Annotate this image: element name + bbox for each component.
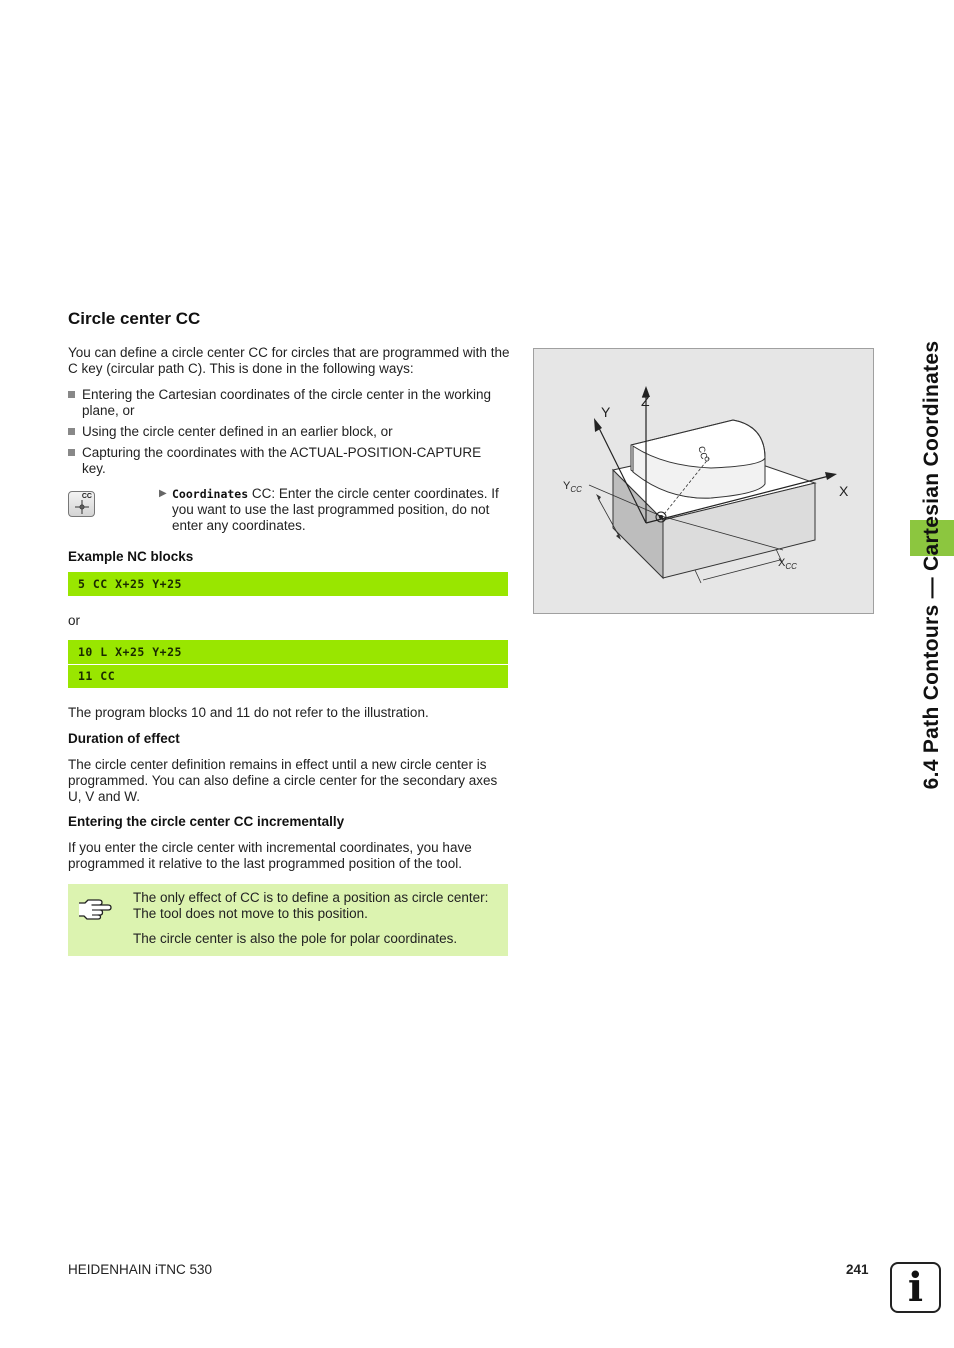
list-item: Using the circle center defined in an earlier block, or xyxy=(68,424,508,440)
circle-center-illustration xyxy=(533,348,874,614)
axis-x-label: X xyxy=(839,483,849,499)
list-item: Entering the Cartesian coordinates of the circle center in the working plane, or xyxy=(68,387,508,419)
axis-y-label: Y xyxy=(601,404,611,420)
nc-block: 10 L X+25 Y+25 xyxy=(68,640,508,664)
bullet-square-icon xyxy=(68,391,75,398)
note-line-2: The circle center is also the pole for polar coordinates. xyxy=(133,931,458,946)
incremental-paragraph: If you enter the circle center with incremental coordinates, you have programmed it relative to the last programmed position of the tool. xyxy=(68,840,472,871)
intro-paragraph: You can define a circle center CC for circles that are programmed with the C key (circular path C). This is done in the following ways: xyxy=(68,345,510,376)
example-note: The program blocks 10 and 11 do not refer to the illustration. xyxy=(68,705,429,720)
info-icon: i xyxy=(890,1262,941,1313)
nc-block: 11 CC xyxy=(68,665,508,688)
section-title: Circle center CC xyxy=(68,309,201,328)
note-line-1: The only effect of CC is to define a position as circle center: The tool does not move to this position. xyxy=(133,890,489,921)
ycc-label: $Y_{CC}$ xyxy=(563,480,582,495)
duration-paragraph: The circle center definition remains in effect until a new circle center is programmed. You can also define a circle center for the secondary axes U, V and W. xyxy=(68,757,498,804)
footer-product: HEIDENHAIN iTNC 530 xyxy=(68,1262,213,1277)
example-heading: Example NC blocks xyxy=(68,549,194,564)
cc-key-icon xyxy=(68,491,95,517)
triangle-right-icon: ▶ xyxy=(159,488,167,499)
note-box xyxy=(68,884,508,956)
xcc-label: $X_{CC}$ xyxy=(778,557,797,572)
list-item: Capturing the coordinates with the ACTUAL-POSITION-CAPTURE key. xyxy=(68,445,508,477)
incremental-heading: Entering the circle center CC incrementally xyxy=(68,814,345,829)
nc-block: 5 CC X+25 Y+25 xyxy=(68,572,508,596)
page-number: 241 xyxy=(846,1262,869,1277)
cc-rotated-label: CC xyxy=(696,445,710,461)
chapter-side-title-text: 6.4 Path Contours — Cartesian Coordinates xyxy=(920,340,943,790)
duration-heading: Duration of effect xyxy=(68,731,180,746)
axis-z-label: Z xyxy=(641,393,650,409)
or-text: or xyxy=(68,613,81,628)
cc-key-label: CC xyxy=(81,493,92,500)
pointing-hand-icon xyxy=(77,894,113,922)
soft-key-coordinates: Coordinates xyxy=(172,487,249,501)
bullet-square-icon xyxy=(68,428,75,435)
bullet-square-icon xyxy=(68,449,75,456)
step-instruction: ▶ Coordinates CC: Enter the circle center coordinates. If you want to use the last programmed position, do not enter any coordinates. xyxy=(159,486,499,533)
